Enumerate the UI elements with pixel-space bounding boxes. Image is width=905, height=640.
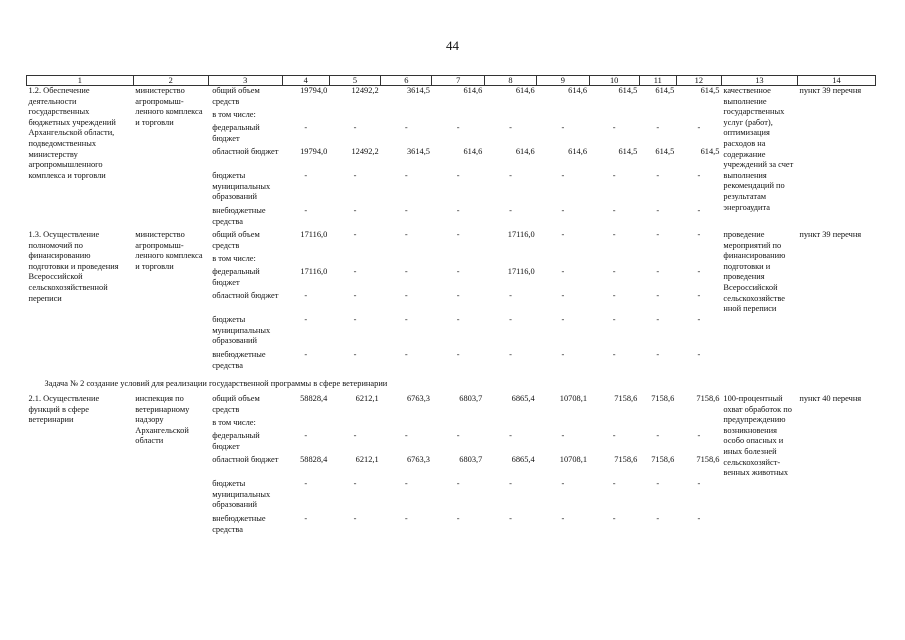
funding-value: [639, 254, 676, 267]
funding-value: [432, 110, 484, 123]
funding-value: [381, 254, 432, 267]
funding-value: -: [353, 267, 357, 276]
funding-value: -: [353, 315, 357, 324]
expected-result: качественное выполнение государственных услуг (работ), оптимизация расходов на содержание учреждений за счет выполнения рекомендаций по результатам энергоаудита: [723, 86, 794, 212]
funding-value: -: [561, 350, 565, 359]
funding-value: -: [304, 291, 308, 300]
funding-value: -: [304, 514, 308, 523]
funding-value: 6865,4: [511, 455, 535, 464]
funding-value: 17116,0: [300, 230, 328, 239]
funding-value: -: [656, 206, 660, 215]
funding-source: общий объем средств: [212, 230, 260, 250]
funding-value: -: [697, 291, 701, 300]
funding-source: бюджеты муниципальных образований: [212, 315, 271, 346]
funding-value: -: [509, 315, 512, 324]
funding-value: -: [304, 479, 308, 488]
expected-result: проведение мероприятий по финансированию подготовки и проведения Всероссийской сельскохозяйстве нной переписи: [723, 230, 786, 314]
funding-value: 614,6: [568, 147, 588, 156]
funding-value: -: [456, 479, 460, 488]
funding-value: -: [509, 514, 512, 523]
funding-source: федеральный бюджет: [212, 431, 260, 451]
funding-value: [484, 418, 536, 431]
funding-value: -: [656, 267, 660, 276]
funding-value: -: [612, 123, 616, 132]
funding-value: 3614,5: [406, 86, 430, 95]
funding-value: -: [509, 479, 512, 488]
funding-value: -: [656, 431, 660, 440]
funding-value: [589, 254, 639, 267]
funding-value: -: [697, 479, 701, 488]
funding-value: -: [304, 350, 308, 359]
funding-value: 6803,7: [459, 394, 483, 403]
funding-value: 10708,1: [559, 455, 588, 464]
table-row: [27, 394, 876, 418]
funding-value: -: [404, 123, 408, 132]
funding-value: -: [561, 267, 565, 276]
funding-value: -: [656, 171, 660, 180]
funding-value: -: [353, 350, 357, 359]
funding-value: -: [456, 171, 460, 180]
funding-value: -: [656, 514, 660, 523]
funding-value: -: [353, 514, 357, 523]
funding-value: -: [353, 171, 357, 180]
funding-value: -: [561, 479, 565, 488]
funding-value: [282, 254, 329, 267]
funding-value: -: [561, 315, 565, 324]
page-number: 44: [446, 38, 459, 53]
funding-source: в том числе:: [212, 418, 256, 427]
funding-value: [329, 254, 380, 267]
funding-value: -: [404, 315, 408, 324]
funding-value: -: [509, 431, 512, 440]
funding-value: -: [561, 171, 565, 180]
executor-name: министерство агропромыш-ленного комплекса и торговли: [135, 230, 203, 271]
expected-result: 100-процентный охват обработок по предупреждению возникновения особо опасных и иных болезней сельскохозяйст-венных животных: [723, 394, 792, 478]
funding-value: [589, 418, 639, 431]
column-header: 7: [432, 76, 484, 86]
funding-value: -: [656, 230, 660, 239]
funding-value: -: [656, 350, 660, 359]
funding-value: -: [509, 171, 512, 180]
funding-value: -: [456, 315, 460, 324]
funding-value: -: [561, 291, 565, 300]
funding-value: [432, 254, 484, 267]
funding-value: -: [561, 431, 565, 440]
funding-value: -: [612, 291, 616, 300]
funding-source: федеральный бюджет: [212, 267, 260, 287]
funding-value: 614,5: [655, 86, 675, 95]
funding-source: общий объем средств: [212, 394, 260, 414]
funding-value: -: [304, 315, 308, 324]
funding-value: -: [697, 230, 701, 239]
funding-source: бюджеты муниципальных образований: [212, 479, 271, 510]
funding-value: 6803,7: [459, 455, 483, 464]
funding-value: 17116,0: [507, 230, 535, 239]
funding-value: 6763,3: [406, 455, 430, 464]
column-header: 14: [797, 76, 875, 86]
task-title: Задача № 2 создание условий для реализации государственной программы в сфере ветеринарии: [44, 378, 388, 388]
funding-value: -: [456, 230, 460, 239]
funding-value: -: [612, 230, 616, 239]
funding-value: -: [612, 267, 616, 276]
funding-source: федеральный бюджет: [212, 123, 260, 143]
funding-value: [589, 110, 639, 123]
funding-value: -: [697, 123, 701, 132]
funding-value: -: [456, 514, 460, 523]
funding-value: -: [561, 514, 565, 523]
funding-value: -: [304, 431, 308, 440]
funding-value: 17116,0: [300, 267, 328, 276]
funding-value: [329, 418, 380, 431]
funding-value: -: [612, 350, 616, 359]
funding-value: [537, 254, 589, 267]
funding-value: -: [404, 350, 408, 359]
funding-value: [639, 110, 676, 123]
funding-value: [537, 418, 589, 431]
funding-value: -: [456, 206, 460, 215]
funding-value: -: [404, 431, 408, 440]
funding-source: бюджеты муниципальных образований: [212, 171, 271, 202]
funding-value: 614,5: [655, 147, 675, 156]
funding-value: 614,5: [618, 147, 638, 156]
funding-value: 614,5: [700, 86, 720, 95]
funding-value: 6212,1: [355, 455, 379, 464]
funding-source: внебюджетные средства: [212, 514, 266, 534]
column-header: 13: [721, 76, 797, 86]
funding-value: -: [697, 315, 701, 324]
funding-source: в том числе:: [212, 110, 256, 119]
column-number-header: [27, 76, 876, 86]
funding-value: 7158,6: [614, 455, 638, 464]
funding-value: [639, 418, 676, 431]
funding-value: -: [697, 350, 701, 359]
table-row: [27, 86, 876, 111]
funding-value: -: [353, 431, 357, 440]
funding-value: 7158,6: [614, 394, 638, 403]
funding-value: -: [456, 291, 460, 300]
column-header: 12: [676, 76, 721, 86]
funding-value: [537, 110, 589, 123]
funding-value: [432, 418, 484, 431]
funding-value: -: [509, 206, 512, 215]
funding-value: -: [353, 123, 357, 132]
column-header: 11: [639, 76, 676, 86]
funding-source: областной бюджет: [212, 147, 279, 156]
funding-source: в том числе:: [212, 254, 256, 263]
funding-value: 6865,4: [511, 394, 535, 403]
funding-value: 10708,1: [559, 394, 588, 403]
funding-value: -: [404, 171, 408, 180]
funding-value: -: [612, 171, 616, 180]
measure-name: 2.1. Осуществление функций в сфере ветеринарии: [28, 394, 100, 425]
funding-value: [676, 110, 721, 123]
funding-value: -: [612, 514, 616, 523]
executor-name: инспекция по ветеринарному надзору Архангельской области: [135, 394, 190, 446]
funding-value: 614,6: [463, 147, 483, 156]
funding-value: -: [353, 230, 357, 239]
funding-value: -: [561, 123, 565, 132]
funding-value: -: [404, 230, 408, 239]
task-row: [27, 374, 876, 394]
funding-value: -: [697, 171, 701, 180]
funding-source: внебюджетные средства: [212, 350, 266, 370]
funding-value: -: [656, 123, 660, 132]
table-row: [27, 230, 876, 254]
funding-value: -: [353, 206, 357, 215]
funding-value: -: [509, 123, 512, 132]
column-header: 3: [208, 76, 282, 86]
funding-value: [381, 110, 432, 123]
measure-name: 1.2. Обеспечение деятельности государственных бюджетных учреждений Архангельской области, подведомственных министерству агропромышленного комплекса и торговли: [28, 86, 116, 180]
funding-value: -: [612, 315, 616, 324]
funding-value: [282, 418, 329, 431]
funding-value: 7158,6: [696, 455, 720, 464]
column-header: 5: [329, 76, 380, 86]
measure-name: 1.3. Осуществление полномочий по финансированию подготовки и проведения Всероссийской сельскохозяйственной переписи: [28, 230, 119, 303]
funding-value: -: [404, 514, 408, 523]
funding-value: -: [456, 267, 460, 276]
funding-value: -: [304, 171, 308, 180]
funding-value: 12492,2: [351, 147, 379, 156]
funding-value: -: [456, 350, 460, 359]
funding-value: -: [612, 479, 616, 488]
funding-value: -: [353, 479, 357, 488]
column-header: 6: [381, 76, 432, 86]
funding-value: -: [404, 479, 408, 488]
column-header: 8: [484, 76, 536, 86]
funding-source: внебюджетные средства: [212, 206, 266, 226]
funding-value: 7158,6: [696, 394, 720, 403]
funding-value: -: [509, 350, 512, 359]
funding-value: 19794,0: [300, 86, 328, 95]
funding-value: -: [697, 514, 701, 523]
funding-value: 7158,6: [651, 394, 675, 403]
funding-value: -: [353, 291, 357, 300]
indicator-link: пункт 39 перечня: [799, 230, 862, 239]
funding-value: 614,5: [700, 147, 720, 156]
funding-value: -: [697, 267, 701, 276]
column-header: 9: [537, 76, 589, 86]
column-header: 4: [282, 76, 329, 86]
funding-value: [676, 254, 721, 267]
funding-value: -: [509, 291, 512, 300]
funding-value: [381, 418, 432, 431]
funding-value: -: [456, 431, 460, 440]
funding-value: [282, 110, 329, 123]
funding-value: -: [612, 431, 616, 440]
funding-source: областной бюджет: [212, 455, 279, 464]
funding-value: -: [656, 315, 660, 324]
funding-value: -: [656, 479, 660, 488]
funding-value: 3614,5: [406, 147, 430, 156]
funding-value: 614,6: [463, 86, 483, 95]
funding-value: 7158,6: [651, 455, 675, 464]
funding-value: [676, 418, 721, 431]
funding-value: -: [404, 206, 408, 215]
funding-value: 6212,1: [355, 394, 379, 403]
column-header: 1: [27, 76, 134, 86]
funding-source: общий объем средств: [212, 86, 260, 106]
funding-value: -: [561, 230, 565, 239]
funding-value: 614,5: [618, 86, 638, 95]
funding-value: 614,6: [515, 86, 535, 95]
funding-value: -: [456, 123, 460, 132]
funding-value: 19794,0: [300, 147, 328, 156]
column-header: 10: [589, 76, 639, 86]
indicator-link: пункт 40 перечня: [799, 394, 862, 403]
funding-value: 614,6: [515, 147, 535, 156]
funding-value: 58828,4: [300, 455, 328, 464]
funding-value: -: [404, 267, 408, 276]
funding-value: 58828,4: [300, 394, 328, 403]
funding-value: -: [612, 206, 616, 215]
funding-value: -: [304, 206, 308, 215]
program-table: [26, 75, 876, 538]
funding-value: [329, 110, 380, 123]
funding-value: -: [304, 123, 308, 132]
indicator-link: пункт 39 перечня: [799, 86, 862, 95]
funding-value: -: [656, 291, 660, 300]
executor-name: министерство агропромыш-ленного комплекса и торговли: [135, 86, 203, 127]
funding-value: 17116,0: [507, 267, 535, 276]
column-header: 2: [133, 76, 208, 86]
funding-source: областной бюджет: [212, 291, 279, 300]
funding-value: -: [561, 206, 565, 215]
funding-value: -: [697, 206, 701, 215]
funding-value: [484, 254, 536, 267]
funding-value: 614,6: [568, 86, 588, 95]
funding-value: -: [404, 291, 408, 300]
funding-value: -: [697, 431, 701, 440]
funding-value: [484, 110, 536, 123]
funding-value: 12492,2: [351, 86, 379, 95]
funding-value: 6763,3: [406, 394, 430, 403]
